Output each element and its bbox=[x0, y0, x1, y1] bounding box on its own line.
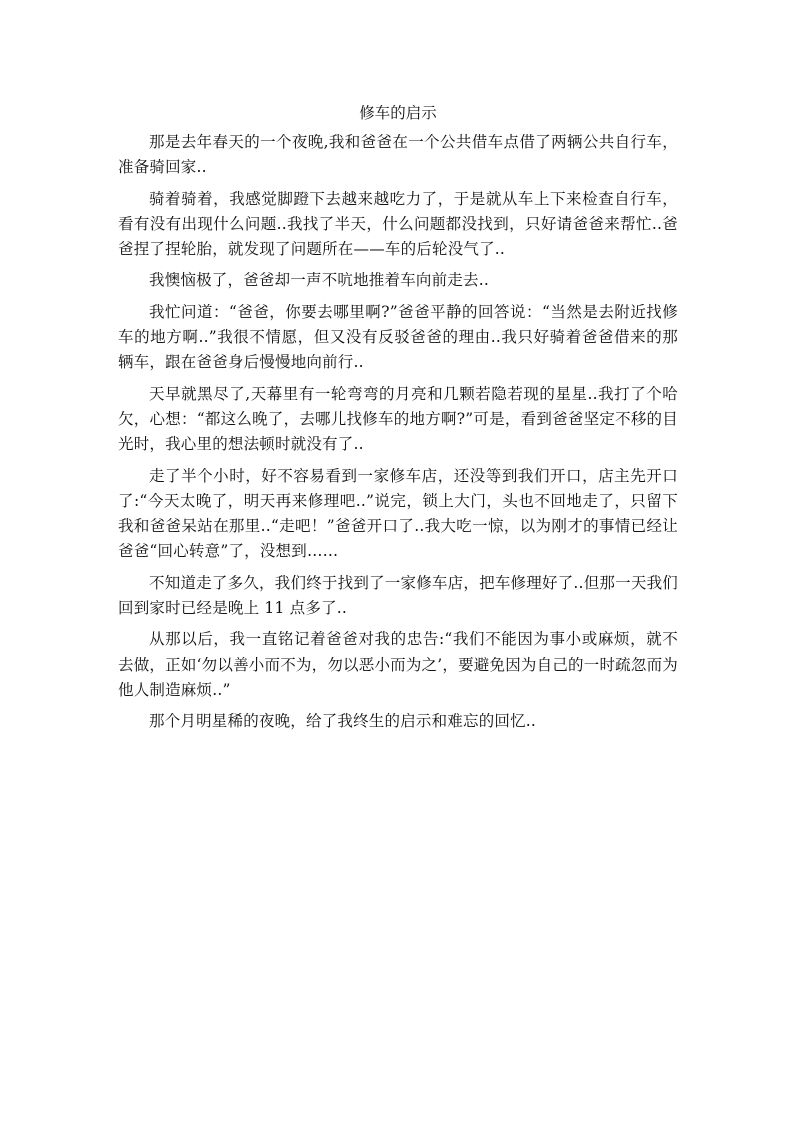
paragraph: 我懊恼极了，爸爸却一声不吭地推着车向前走去.. bbox=[149, 271, 489, 290]
document-body bbox=[118, 100, 678, 741]
paragraph: 骑着骑着，我感觉脚蹬下去越来越吃力了，于是就从车上下来检查自行车，看有没有出现什么问题..我找了半天，什么问题都没找到，只好请爸爸来帮忙..爸爸捏了捏轮胎，就发现了问题所在——车的后轮没气了.. bbox=[118, 189, 678, 259]
paragraph: 我忙问道：“爸爸，你要去哪里啊?”爸爸平静的回答说：“当然是去附近找修车的地方啊..”我很不情愿，但又没有反驳爸爸的理由..我只好骑着爸爸借来的那辆车，跟在爸爸身后慢慢地向前行.. bbox=[118, 302, 678, 372]
paragraph: 走了半个小时，好不容易看到一家修车店，还没等到我们开口，店主先开口了:“今天太晚了，明天再来修理吧..”说完，锁上大门，头也不回地走了，只留下我和爸爸呆站在那里..“走吧！”爸爸开口了..我大吃一惊，以为刚才的事情已经让爸爸“回心转意”了，没想到…… bbox=[118, 466, 678, 561]
paragraph: 不知道走了多久，我们终于找到了一家修车店，把车修理好了..但那一天我们回到家时已经是晚上 11 点多了.. bbox=[118, 573, 678, 618]
paragraph: 天早就黑尽了,天幕里有一轮弯弯的月亮和几颗若隐若现的星星..我打了个哈欠，心想：“都这么晚了，去哪儿找修车的地方啊?”可是，看到爸爸坚定不移的目光时，我心里的想法顿时就没有了.. bbox=[118, 384, 678, 454]
paragraph: 那是去年春天的一个夜晚,我和爸爸在一个公共借车点借了两辆公共自行车，准备骑回家.. bbox=[118, 133, 678, 177]
paragraph: 那个月明星稀的夜晚，给了我终生的启示和难忘的回忆.. bbox=[149, 712, 537, 731]
document-title: 修车的启示 bbox=[359, 104, 437, 122]
paragraph: 从那以后，我一直铭记着爸爸对我的忠告:“我们不能因为事小或麻烦，就不去做，正如‘勿以善小而不为，勿以恶小而为之’，要避免因为自己的一时疏忽而为他人制造麻烦..” bbox=[118, 630, 678, 699]
